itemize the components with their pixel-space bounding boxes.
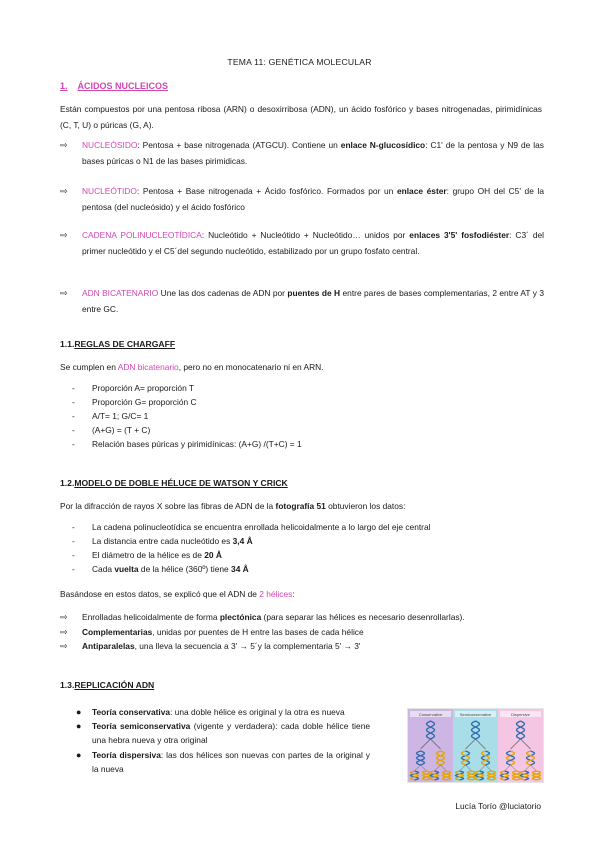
list-item-text: El diámetro de la hélice es de xyxy=(92,550,205,560)
list-item xyxy=(72,534,430,548)
item-text: : Pentosa + Base nitrogenada + Ácido fosfórico. Formados por un xyxy=(136,186,397,196)
section-1-2-intro xyxy=(60,498,542,514)
item-text: , unidas por puentes de H entre las bases de cada hélice xyxy=(152,626,364,637)
section-title: REGLAS DE CHARGAFF xyxy=(74,339,176,349)
intro-text: Por la difracción de rayos X sobre las fibras de ADN de la xyxy=(60,501,276,511)
bullet-icon: ● xyxy=(76,749,82,760)
list-item xyxy=(76,748,370,776)
list-item xyxy=(72,562,430,576)
list-item xyxy=(72,423,302,437)
dash-icon: - xyxy=(72,383,75,393)
item-bold: Teoría dispersiva xyxy=(92,749,161,760)
intro-highlight: ADN bicatenario xyxy=(117,362,179,372)
section-1-intro: Están compuestos por una pentosa ribosa (ARN) o desoxirribosa (ADN), un ácido fosfórico y bases nitrogenadas, pirimidínicas (C, T, U) o púricas (G, A). xyxy=(60,104,542,130)
watson-crick-data-list xyxy=(72,520,430,576)
list-item-text: de la hélice (360º) tiene xyxy=(138,564,232,574)
list-item-text: Cada xyxy=(92,564,115,574)
item-text: , una lleva la secuencia a 3' → 5´y la complementaria 5' → 3' xyxy=(134,641,361,651)
item-bold: puentes de H xyxy=(287,288,341,298)
section-1-heading xyxy=(60,81,168,91)
section-1-3-heading xyxy=(60,680,154,690)
list-item-text: (A+G) = (T + C) xyxy=(92,425,151,435)
item-text: Une las dos cadenas de ADN por xyxy=(158,288,288,298)
term-cadena: CADENA POLINUCLEOTÍDICA xyxy=(82,230,202,240)
dash-icon: - xyxy=(72,536,75,546)
based-highlight: 2 hélices xyxy=(259,589,293,599)
list-item xyxy=(72,437,302,451)
dash-icon: - xyxy=(72,550,75,560)
item-text: : grupo OH del C5' de la pentosa (del nucleósido) y el ácido fosfórico xyxy=(82,186,544,212)
dash-icon: - xyxy=(72,439,75,449)
model-label: Semiconservative xyxy=(459,712,492,717)
item-cadena-polinucleotidica xyxy=(60,227,544,259)
list-item xyxy=(72,520,430,534)
item-text: : Nucleótido + Nucleótido + Nucleótido… unidos por xyxy=(201,230,410,240)
arrow-icon: ⇨ xyxy=(60,230,68,240)
list-item-text: Proporción A= proporción T xyxy=(92,383,195,393)
item-text: (para separar las hélices es necesario desenrollarlas). xyxy=(261,612,465,622)
arrow-icon: ⇨ xyxy=(60,186,68,196)
item-adn-bicatenario xyxy=(60,285,544,317)
item-bold: enlaces 3'5' fosfodiéster xyxy=(409,230,510,240)
bullet-icon: ● xyxy=(76,707,82,717)
model-label: Conservative xyxy=(418,712,443,717)
helix-properties-list xyxy=(60,610,544,654)
section-1-1-heading xyxy=(60,339,175,349)
intro-bold: fotografía 51 xyxy=(275,501,326,511)
page-title: TEMA 11: GENÉTICA MOLECULAR xyxy=(227,57,372,67)
section-number: 1.2. xyxy=(60,478,75,488)
arrow-icon: ⇨ xyxy=(60,288,68,298)
item-text: (vigente y verdadera): cada doble hélice tiene una hebra nueva y otra original xyxy=(92,721,371,746)
list-item xyxy=(60,610,544,625)
item-text: : las dos hélices son nuevas con partes de la original y la nueva xyxy=(92,749,370,774)
section-1-2-heading xyxy=(60,478,288,488)
item-bold: plectónica xyxy=(219,612,262,622)
arrow-icon: ⇨ xyxy=(60,641,68,651)
list-item xyxy=(72,381,302,395)
item-bold: Antiparalelas xyxy=(82,641,135,651)
item-nucleotido xyxy=(60,183,544,215)
term-adn-bicatenario: ADN BICATENARIO xyxy=(82,288,159,298)
dash-icon: - xyxy=(72,411,75,421)
section-title: MODELO DE DOBLE HÉLUCE DE WATSON Y CRICK xyxy=(74,478,288,488)
item-bold: enlace éster xyxy=(396,186,447,196)
arrow-icon: ⇨ xyxy=(60,140,68,150)
item-text: : C3´ del primer nucleótido y el C5´del segundo nucleótido, estabilizado por un grupo fosfato central. xyxy=(82,230,545,256)
section-1-2-based xyxy=(60,586,542,602)
item-bold: Teoría semiconservativa xyxy=(92,721,191,732)
dash-icon: - xyxy=(72,522,75,532)
item-bold: Teoría conservativa xyxy=(92,707,171,717)
term-nucleotido: NUCLEÓTIDO xyxy=(82,186,137,196)
replication-models-figure xyxy=(407,708,544,783)
list-item xyxy=(72,395,302,409)
item-text: : C1' de la pentosa y N9 de las bases púricas o N1 de las bases pirimidicas. xyxy=(82,140,544,166)
dash-icon: - xyxy=(72,397,75,407)
list-item xyxy=(72,409,302,423)
section-number: 1.3. xyxy=(60,680,75,690)
term-nucleosido: NUCLEÓSIDO xyxy=(82,140,138,150)
section-1-title: ÁCIDOS NUCLEICOS xyxy=(77,81,169,91)
list-item-bold: vuelta xyxy=(114,564,139,574)
item-text: entre pares de bases complementarias, 2 entre AT y 3 entre GC. xyxy=(82,288,545,314)
chargaff-list xyxy=(72,381,302,451)
replication-theories-list xyxy=(76,705,370,776)
list-item-text: La distancia entre cada nucleótido es xyxy=(92,536,233,546)
item-bold: enlace N-glucosídico xyxy=(340,140,426,150)
item-nucleosido xyxy=(60,137,544,169)
item-bold: Complementarias xyxy=(82,626,153,637)
arrow-icon: ⇨ xyxy=(60,612,68,622)
list-item xyxy=(60,625,544,640)
list-item-bold: 20 Å xyxy=(204,550,222,560)
replication-diagram xyxy=(408,709,543,782)
based-text: Basándose en estos datos, se explicó que el ADN de xyxy=(60,589,260,599)
dash-icon: - xyxy=(72,425,75,435)
item-text: Enrolladas helicoidalmente de forma xyxy=(82,612,220,622)
list-item xyxy=(76,705,370,719)
list-item-text: Proporción G= proporción C xyxy=(92,397,197,407)
section-number: 1.1. xyxy=(60,339,75,349)
footer-author: Lucía Torío @luciatorio xyxy=(455,801,541,811)
intro-text: , pero no en monocatenario ni en ARN. xyxy=(178,362,324,372)
arrow-icon: ⇨ xyxy=(60,626,68,637)
item-text: : Pentosa + base nitrogenada (ATGCU). Contiene un xyxy=(137,140,341,150)
model-label: Dispersive xyxy=(511,712,530,717)
section-1-number: 1. xyxy=(60,81,68,91)
section-title: REPLICACIÓN ADN xyxy=(74,680,155,690)
bullet-icon: ● xyxy=(76,721,82,732)
list-item xyxy=(76,719,370,747)
intro-text: Se cumplen en xyxy=(60,362,118,372)
list-item-text: La cadena polinucleotídica se encuentra enrollada helicoidalmente a lo largo del eje central xyxy=(92,522,431,532)
list-item-text: A/T= 1; G/C= 1 xyxy=(92,411,149,421)
list-item xyxy=(60,639,544,654)
based-text: : xyxy=(292,589,295,599)
dash-icon: - xyxy=(72,564,75,574)
list-item-bold: 3,4 Å xyxy=(232,536,253,546)
section-1-1-intro xyxy=(60,359,542,375)
list-item-bold: 34 Å xyxy=(231,564,249,574)
list-item xyxy=(72,548,430,562)
list-item-text: Relación bases púricas y pirimidínicas: (A+G) /(T+C) = 1 xyxy=(92,439,302,449)
intro-text: obtuvieron los datos: xyxy=(325,501,406,511)
item-text: : una doble hélice es original y la otra es nueva xyxy=(170,707,345,717)
